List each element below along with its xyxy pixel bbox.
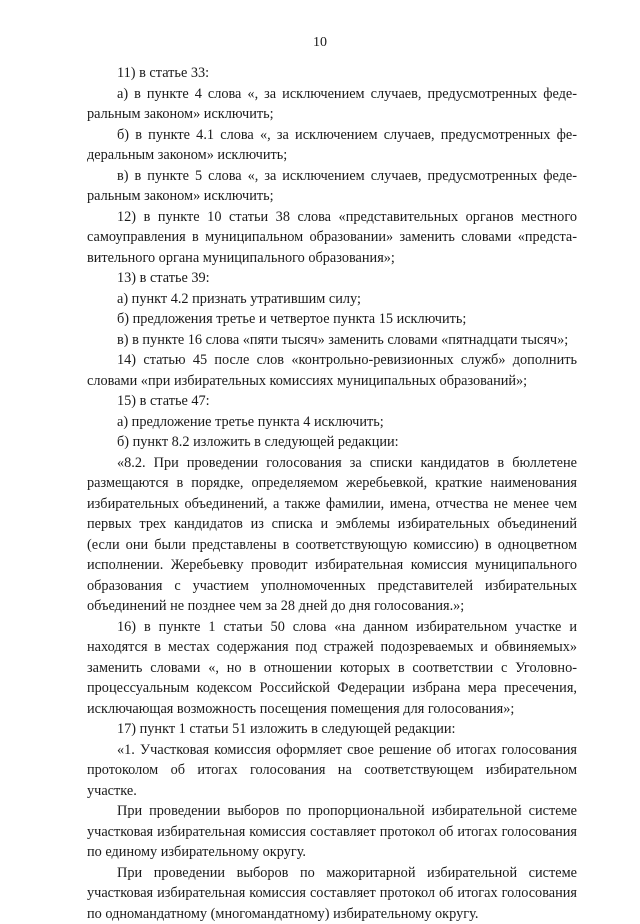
paragraph: а) предложение третье пункта 4 исключить; — [87, 412, 577, 433]
paragraph: а) в пункте 4 слова «, за исключением случаев, предусмотренных федеральным законом» исключить; — [87, 84, 577, 125]
paragraph: 17) пункт 1 статьи 51 изложить в следующей редакции: — [87, 719, 577, 740]
paragraph: При проведении выборов по пропорциональной избирательной системе участковая избирательная комиссия составляет протокол об итогах голосования по единому избирательному округу. — [87, 801, 577, 863]
paragraph: 16) в пункте 1 статьи 50 слова «на данном избирательном участке и находятся в местах содержания под стражей подозреваемых и обвиняемых» заменить словами «, но в отношении которых в соответствии с Уголовно-процессуальным кодексом Российской Федерации избрана мера пресечения, исключающая возможность посещения помещения для голосования»; — [87, 617, 577, 720]
paragraph: «1. Участковая комиссия оформляет свое решение об итогах голосования протоколом об итогах голосования на соответствующем избирательном участке. — [87, 740, 577, 802]
paragraph: в) в пункте 5 слова «, за исключением случаев, предусмотренных федеральным законом» исключить; — [87, 166, 577, 207]
paragraph: в) в пункте 16 слова «пяти тысяч» заменить словами «пятнадцати тысяч»; — [87, 330, 577, 351]
paragraph: 11) в статье 33: — [87, 63, 577, 84]
paragraph: б) пункт 8.2 изложить в следующей редакции: — [87, 432, 577, 453]
paragraph: 15) в статье 47: — [87, 391, 577, 412]
paragraph: 12) в пункте 10 статьи 38 слова «представительных органов местного самоуправления в муниципальном образовании» заменить словами «представительного органа муниципального образования»; — [87, 207, 577, 269]
paragraph: При проведении выборов по мажоритарной избирательной системе участковая избирательная комиссия составляет протокол об итогах голосования по одномандатному (многомандатному) избирательному округу. — [87, 863, 577, 924]
paragraph: а) пункт 4.2 признать утратившим силу; — [87, 289, 577, 310]
paragraph: 14) статью 45 после слов «контрольно-ревизионных служб» дополнить словами «при избирательных комиссиях муниципальных образований»; — [87, 350, 577, 391]
paragraph: 13) в статье 39: — [87, 268, 577, 289]
paragraph: б) предложения третье и четвертое пункта 15 исключить; — [87, 309, 577, 330]
paragraph: б) в пункте 4.1 слова «, за исключением случаев, предусмотренных федеральным законом» исключить; — [87, 125, 577, 166]
page-number: 10 — [0, 34, 640, 52]
document-body — [87, 63, 577, 924]
paragraph: «8.2. При проведении голосования за списки кандидатов в бюллетене размещаются в порядке, определяемом жеребьевкой, краткие наименования избирательных объединений, а также фамилии, имена, отчества не менее чем первых трех кандидатов из списка и эмблемы избирательных объединений (если они были представлены в соответствующую комиссию) в одноцветном исполнении. Жеребьевку проводит избирательная комиссия муниципального образования с участием уполномоченных представителей избирательных объединений не позднее чем за 28 дней до дня голосования.»; — [87, 453, 577, 617]
